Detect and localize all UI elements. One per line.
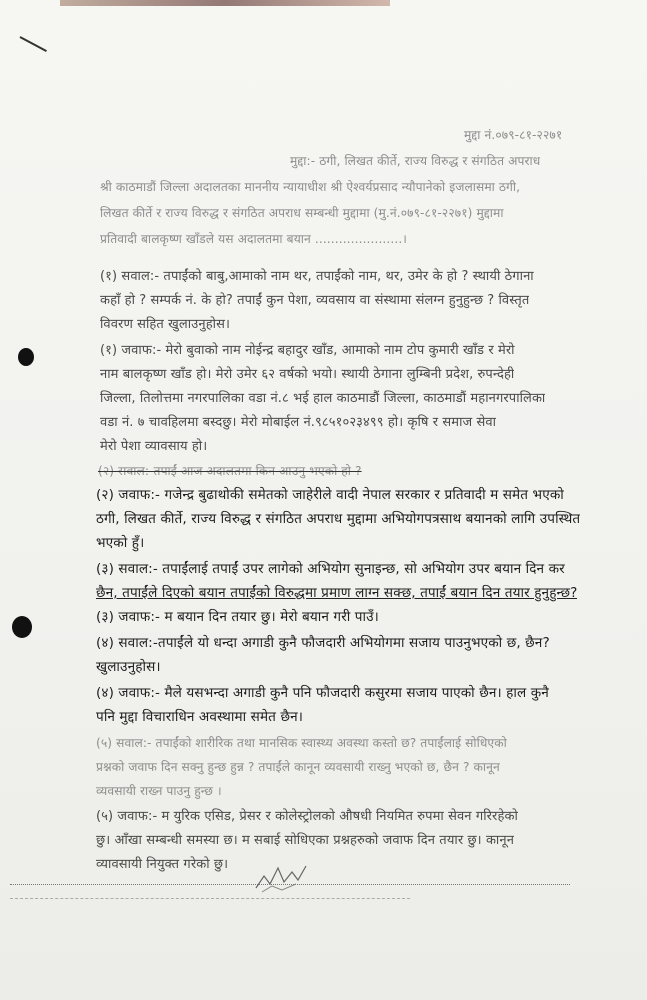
question-line: छैन, तपाईंले दिएको बयान तपाईंको विरुद्धमा प्रमाण लाग्न सक्छ, तपाईं बयान दिन तयार हुनुहुन्छ? xyxy=(96,585,578,601)
answer-line: पनि मुद्दा विचाराधिन अवस्थामा समेत छैन। xyxy=(96,709,303,725)
answer-line: वडा नं. ७ चावहिलमा बस्दछु। मेरो मोबाईल नं.९८५१०२३४९९ हो। कृषि र समाज सेवा xyxy=(100,415,497,430)
case-subject: मुद्दा:- ठगी, लिखत कीर्ते, राज्य विरुद्ध र संगठित अपराध xyxy=(290,154,541,168)
bottom-dashed-rule xyxy=(10,898,410,899)
page-top-edge xyxy=(60,0,390,6)
answer-line: (१) जवाफ:- मेरो बुवाको नाम नोईन्द्र बहादुर खाँड, आमाको नाम टोप कुमारी खाँड र मेरो xyxy=(100,343,515,358)
answer-line: (४) जवाफ:- मैले यसभन्दा अगाडी कुनै पनि फौजदारी कसुरमा सजाय पाएको छैन। हाल कुनै xyxy=(96,685,549,701)
signature-scribble xyxy=(252,858,312,898)
question-line: (४) सवाल:-तपाईंले यो धन्दा अगाडी कुनै फौजदारी अभियोगमा सजाय पाउनुभएको छ, छैन? xyxy=(96,635,550,651)
question-line: प्रश्नको जवाफ दिन सक्नु हुन्छ हुन्न ? तपाईंले कानून व्यवसायी राख्नु भएको छ, छैन ? कानून xyxy=(96,760,500,774)
question-line: कहाँ हो ? सम्पर्क नं. के हो? तपाईं कुन पेशा, व्यवसाय वा संस्थामा संलग्न हुनुहुन्छ ? विस्तृत xyxy=(100,293,530,308)
intro-line: प्रतिवादी बालकृष्ण खाँडले यस अदालतमा बयान ......................। xyxy=(100,232,408,246)
question-line: व्यवसायी राख्न पाउनु हुन्छ । xyxy=(96,784,222,798)
answer-line: जिल्ला, तिलोत्तमा नगरपालिका वडा नं.८ भई हाल काठमाडौं जिल्ला, काठमाडौं महानगरपालिका xyxy=(100,391,546,406)
intro-line: श्री काठमाडौं जिल्ला अदालतका माननीय न्यायाधीश श्री ऐश्वर्यप्रसाद न्यौपानेको इजलासमा ठगी, xyxy=(100,180,521,194)
question-line: खुलाउनुहोस। xyxy=(96,659,161,675)
case-number: मुद्दा नं.०७९-८१-२२७१ xyxy=(464,128,563,142)
answer-line: (३) जवाफ:- म बयान दिन तयार छु। मेरो बयान गरी पाउँ। xyxy=(96,609,379,625)
answer-line: ठगी, लिखत कीर्ते, राज्य विरुद्ध र संगठित अपराध मुद्दामा अभियोगपत्रसाथ बयानको लागि उपस्थित xyxy=(96,511,581,527)
answer-line: मेरो पेशा व्यावसाय हो। xyxy=(100,439,208,454)
punch-hole xyxy=(18,348,34,366)
intro-line: लिखत कीर्ते र राज्य विरुद्ध र संगठित अपराध सम्बन्धी मुद्दामा (मु.नं.०७९-८१-२२७१) मुद्दामा xyxy=(100,206,504,220)
answer-line: भएको हुँ। xyxy=(96,535,145,551)
answer-line: छु। आँखा सम्बन्धी समस्या छ। म सबाई सोधिएका प्रश्नहरुको जवाफ दिन तयार छु। कानून xyxy=(96,833,515,848)
answer-line: नाम बालकृष्ण खाँड हो। मेरो उमेर ६२ वर्षको भयो। स्थायी ठेगाना लुम्बिनी प्रदेश, रुपन्देही xyxy=(100,367,515,382)
punch-hole xyxy=(12,616,32,638)
question-line: (३) सवाल:- तपाईंलाई तपाईं उपर लागेको अभियोग सुनाइन्छ, सो अभियोग उपर बयान दिन कर xyxy=(96,561,565,577)
answer-line: व्यावसायी नियुक्त गरेको छु। xyxy=(96,857,229,872)
corner-pen-mark xyxy=(20,36,47,52)
struck-question-line: (२) सवाल:-तपाईं आज अदालतमा किन आउनु भएको हो ? xyxy=(98,464,362,478)
answer-line: (५) जवाफ:- म युरिक एसिड, प्रेसर र कोलेस्ट्रोलको औषधी नियमित रुपमा सेवन गरिरहेको xyxy=(96,809,518,824)
bottom-dotted-rule xyxy=(10,884,570,885)
answer-line: (२) जवाफ:- गजेन्द्र बुढाथोकी समेतको जाहेरीले वादी नेपाल सरकार र प्रतिवादी म समेत भएको xyxy=(96,487,564,503)
question-line: (५) सवाल:- तपाईंको शारीरिक तथा मानसिक स्वास्थ्य अवस्था कस्तो छ? तपाईंलाई सोधिएको xyxy=(96,736,507,750)
question-line: (१) सवाल:- तपाईंको बाबु,आमाको नाम थर, तपाईंको नाम, थर, उमेर के हो ? स्थायी ठेगाना xyxy=(100,269,534,284)
question-line: विवरण सहित खुलाउनुहोस। xyxy=(100,317,231,332)
